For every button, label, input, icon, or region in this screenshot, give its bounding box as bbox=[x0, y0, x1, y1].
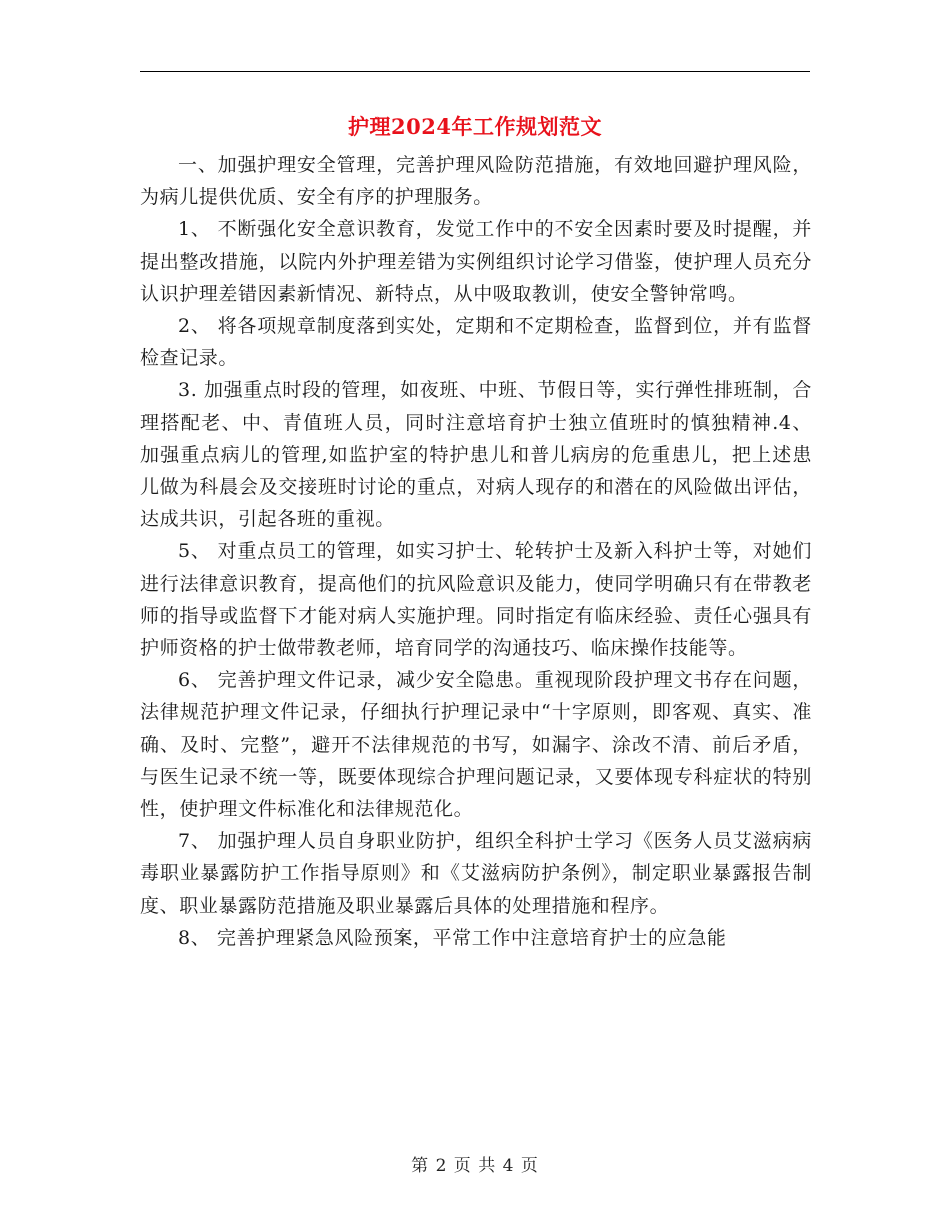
paragraph-item-7: 7、 加强护理人员自身职业防护，组织全科护士学习《医务人员艾滋病病毒职业暴露防护工作指导原则》和《艾滋病防护条例》，制定职业暴露报告制度、职业暴露防范措施及职业暴露后具体的处理措施和程序。 bbox=[140, 830, 812, 917]
paragraph-item-5: 5、 对重点员工的管理，如实习护士、轮转护士及新入科护士等，对她们进行法律意识教育，提高他们的抗风险意识及能力，使同学明确只有在带教老师的指导或监督下才能对病人实施护理。同时指定有临床经验、责任心强具有护师资格的护士做带教老师，培育同学的沟通技巧、临床操作技能等。 bbox=[140, 540, 812, 660]
document-title: 护理2024年工作规划范文 bbox=[348, 114, 602, 139]
paragraph-section-1: 一、加强护理安全管理，完善护理风险防范措施，有效地回避护理风险，为病儿提供优质、安全有序的护理服务。 bbox=[140, 154, 812, 209]
document-body bbox=[140, 149, 812, 954]
paragraph-item-1: 1、 不断强化安全意识教育，发觉工作中的不安全因素时要及时提醒，并提出整改措施，以院内外护理差错为实例组织讨论学习借鉴，使护理人员充分认识护理差错因素新情况、新特点，从中吸取教训，使安全警钟常鸣。 bbox=[140, 218, 812, 305]
page-number-footer: 第 2 页 共 4 页 bbox=[411, 1156, 539, 1176]
paragraph-item-2: 2、 将各项规章制度落到实处，定期和不定期检查，监督到位，并有监督检查记录。 bbox=[140, 315, 812, 370]
paragraph-item-3: 3. 加强重点时段的管理，如夜班、中班、节假日等，实行弹性排班制，合理搭配老、中、青值班人员，同时注意培育护士独立值班时的慎独精神.4、 加强重点病儿的管理,如监护室的特护患儿和普儿病房的危重患儿，把上述患儿做为科晨会及交接班时讨论的重点，对病人现存的和潜在的风险做出评估，达成共识，引起各班的重视。 bbox=[140, 379, 812, 531]
paragraph-item-8: 8、 完善护理紧急风险预案，平常工作中注意培育护士的应急能 bbox=[178, 926, 727, 949]
paragraph-item-6: 6、 完善护理文件记录，减少安全隐患。重视现阶段护理文书存在问题，法律规范护理文件记录，仔细执行护理记录中“十字原则，即客观、真实、准确、及时、完整”，避开不法律规范的书写，如漏字、涂改不清、前后矛盾，与医生记录不统一等，既要体现综合护理问题记录，又要体现专科症状的特别性，使护理文件标准化和法律规范化。 bbox=[140, 669, 812, 821]
header-rule bbox=[140, 71, 810, 72]
